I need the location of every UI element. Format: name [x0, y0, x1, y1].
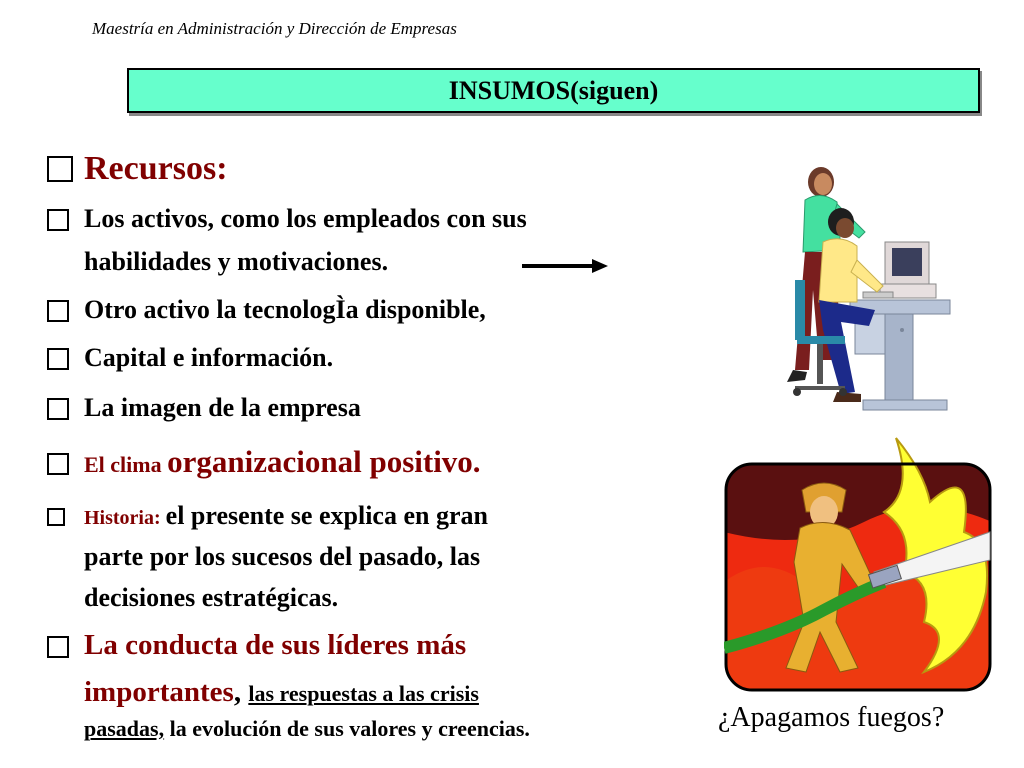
bullet-box-icon — [47, 636, 69, 658]
bullet-text-line3: decisiones estratégicas. — [84, 583, 339, 612]
bullet-text-large: organizacional positivo. — [167, 444, 481, 479]
bullet-box-icon — [47, 209, 69, 231]
bullet-text-line2: parte por los sucesos del pasado, las — [84, 542, 481, 571]
bullet-text-line1: el presente se explica en gran — [165, 501, 488, 530]
course-header: Maestría en Administración y Dirección de Empresas — [92, 19, 457, 38]
bullet-box-icon — [47, 156, 73, 182]
bullet-text-underlined: pasadas, — [84, 716, 165, 741]
bullet-text-sep: , — [233, 676, 249, 708]
bullet-box-icon — [47, 300, 69, 322]
bullet-box-icon — [47, 348, 69, 370]
office-workers-illustration — [745, 160, 955, 415]
bullet-text-underlined: las respuestas a las crisis — [248, 681, 479, 706]
bullet-text: La imagen de la empresa — [84, 393, 361, 422]
bullet-text: Otro activo la tecnologÌa disponible, — [84, 295, 486, 324]
slide-title — [127, 68, 980, 113]
bullet-box-icon — [47, 453, 69, 475]
bullet-text-line1: La conducta de sus líderes más — [84, 629, 467, 661]
bullet-box-icon — [47, 398, 69, 420]
right-arrow-icon — [520, 256, 610, 276]
bullet-text-small: El clima — [84, 452, 168, 477]
bullet-box-icon — [47, 508, 65, 526]
bullet-text-emph: importantes — [84, 676, 234, 708]
bullet-text-line3: la evolución de sus valores y creencias. — [164, 716, 530, 741]
slide-title-text: INSUMOS(siguen) — [448, 75, 659, 105]
bullet-text-line2: habilidades y motivaciones. — [84, 247, 389, 276]
bullet-text: Recursos: — [84, 150, 228, 187]
firefighter-illustration — [724, 432, 992, 694]
caption-apagamos-fuegos: ¿Apagamos fuegos? — [718, 702, 945, 733]
bullet-text: Capital e información. — [84, 343, 334, 372]
bullet-text-line1: Los activos, como los empleados con sus — [84, 204, 527, 233]
bullet-text-small: Historia: — [84, 507, 166, 529]
